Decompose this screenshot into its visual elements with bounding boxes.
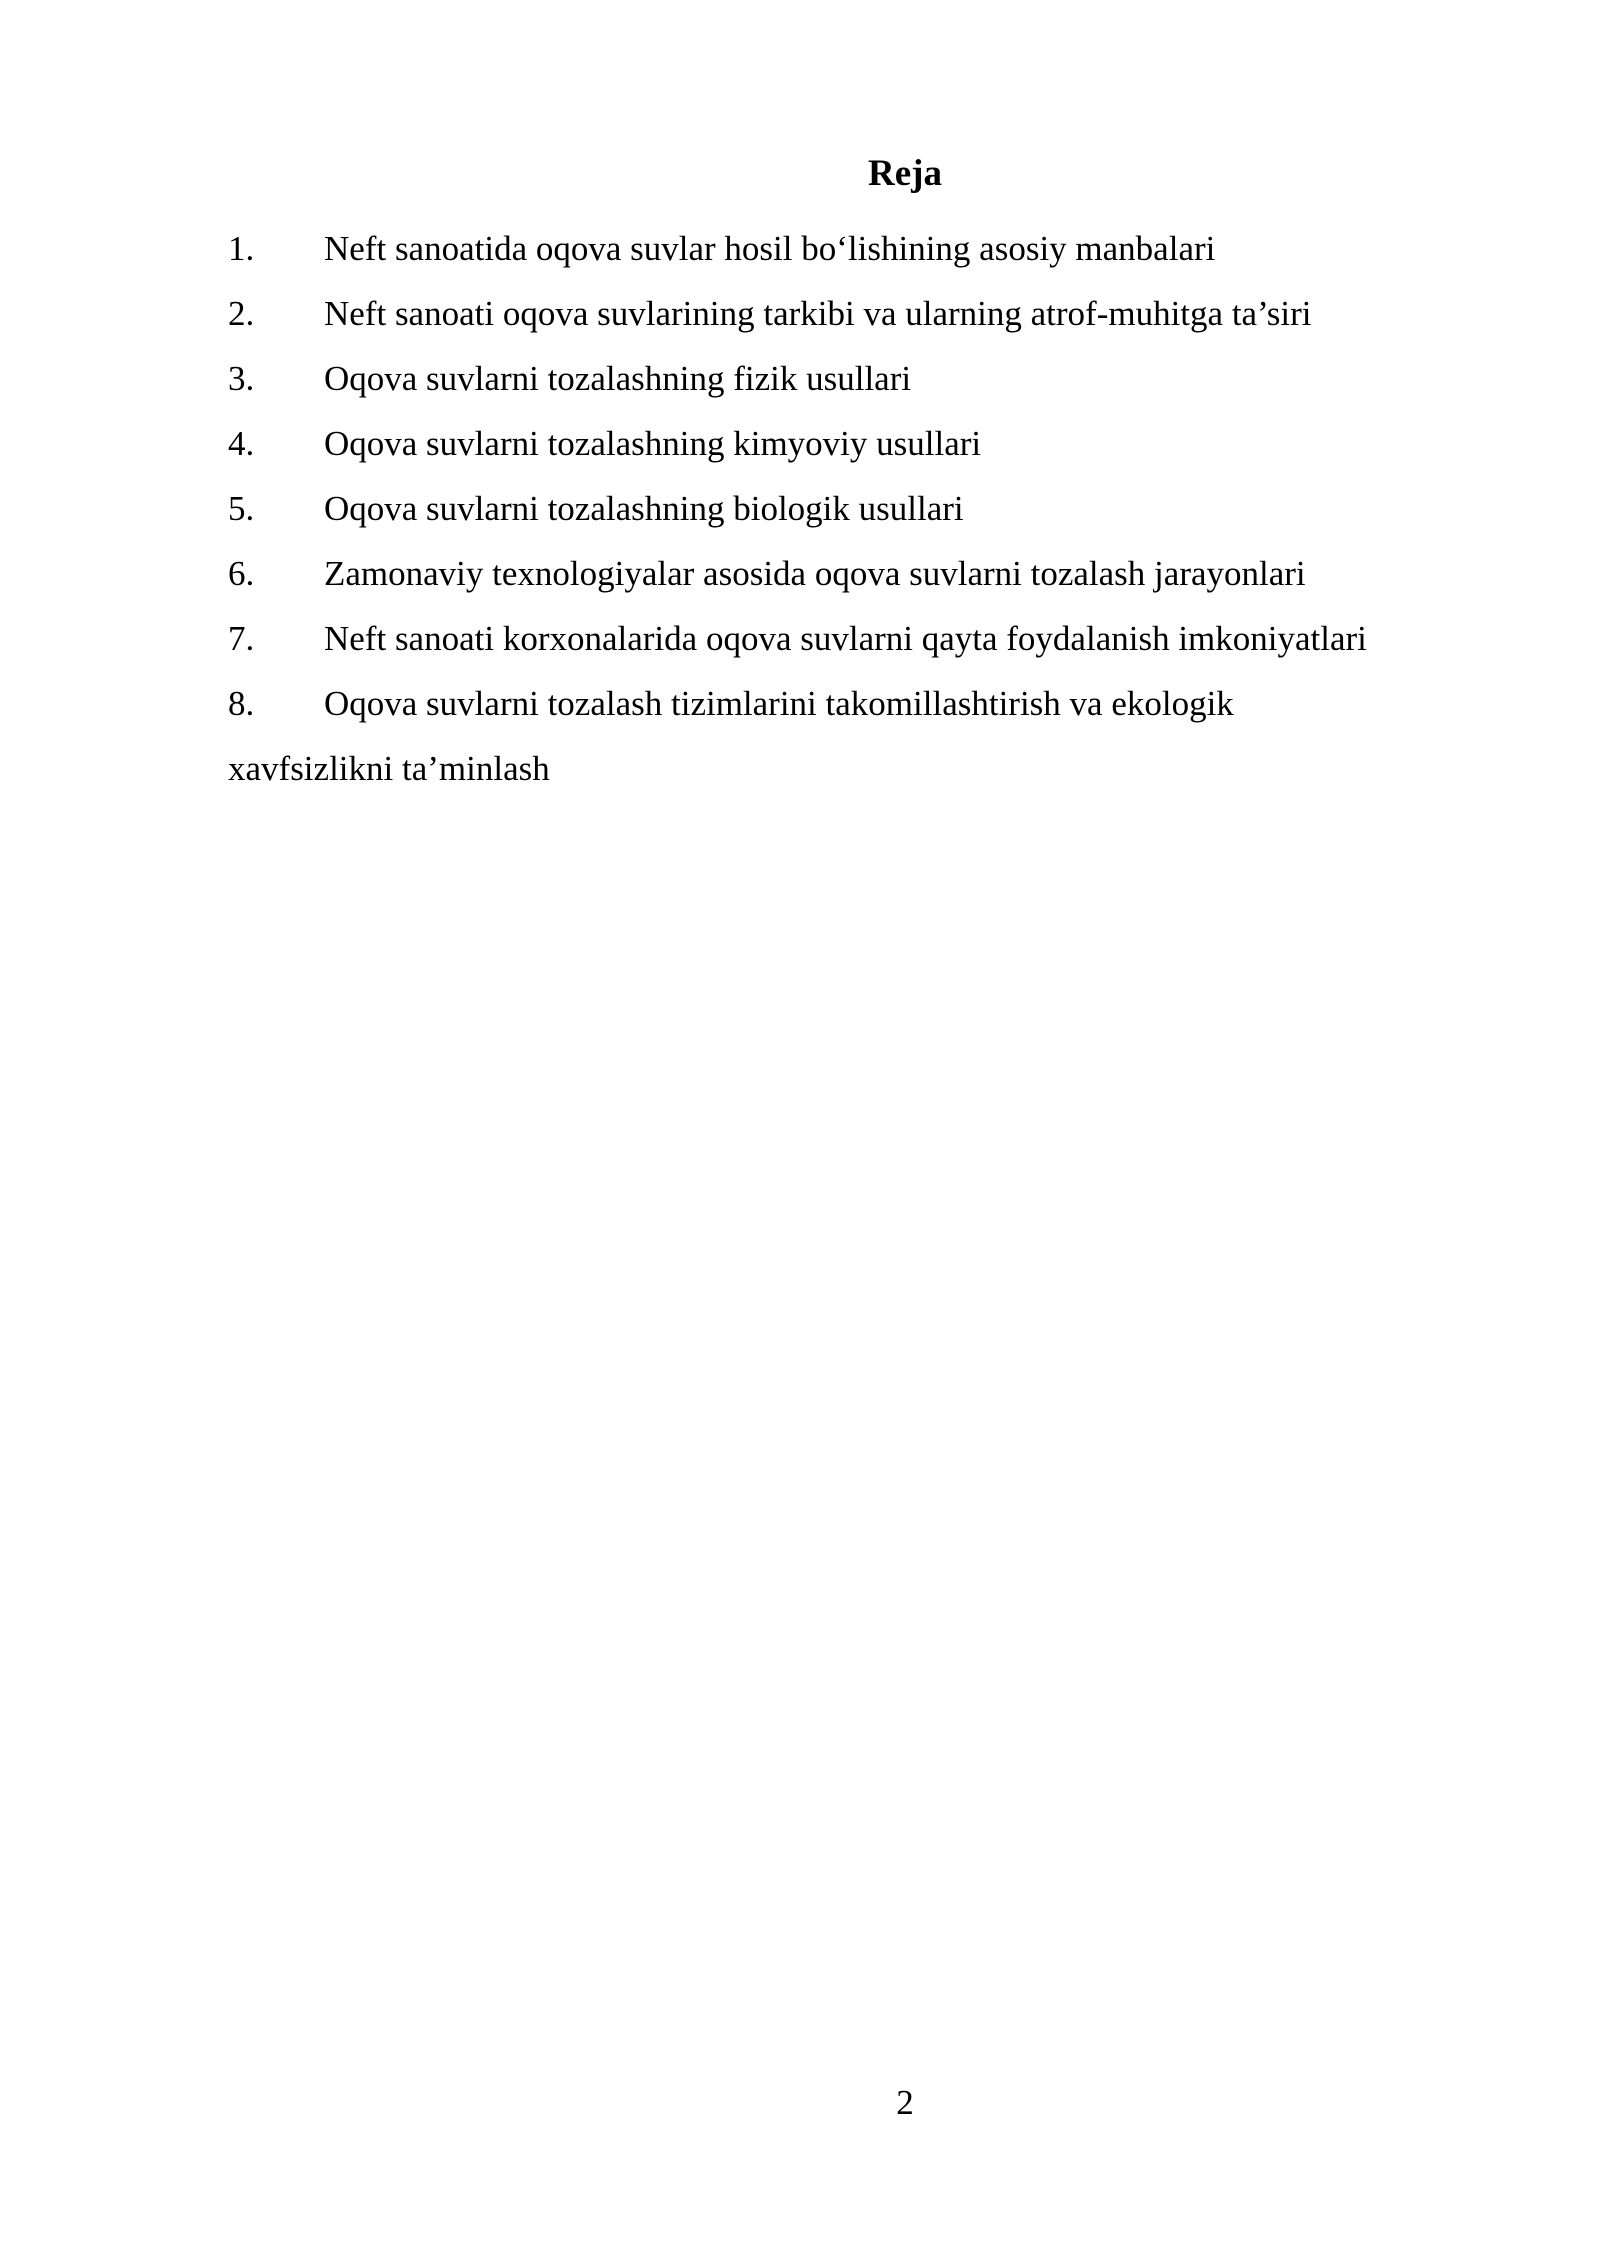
list-item-number: 1.: [228, 229, 255, 268]
list-item-first-line: [228, 671, 1478, 736]
list-item-continuation: xavfsizlikni ta’minlash: [228, 749, 550, 788]
list-item-text: Oqova suvlarni tozalashning kimyoviy usullari: [324, 424, 982, 463]
list-item-number: 8.: [228, 684, 255, 723]
list-item-text: Oqova suvlarni tozalashning biologik usullari: [324, 489, 964, 528]
list-item-text: Zamonaviy texnologiyalar asosida oqova suvlarni tozalash jarayonlari: [324, 554, 1306, 593]
list-item-number: 7.: [228, 619, 255, 658]
list-item-number: 2.: [228, 294, 255, 333]
list-item: [228, 476, 1478, 541]
list-item: [228, 346, 1478, 411]
list-item: [228, 671, 1478, 801]
page-number: 2: [896, 2083, 914, 2122]
plan-list: [228, 216, 1478, 801]
list-item: [228, 216, 1478, 281]
page-title: Reja: [868, 153, 942, 194]
list-item-text: Neft sanoatida oqova suvlar hosil bo‘lishining asosiy manbalari: [324, 229, 1216, 268]
list-item: [228, 411, 1478, 476]
list-item: [228, 606, 1478, 671]
list-item-text: Neft sanoati korxonalarida oqova suvlarni qayta foydalanish imkoniyatlari: [324, 619, 1367, 658]
list-item-number: 6.: [228, 554, 255, 593]
list-item: [228, 541, 1478, 606]
list-item-number: 3.: [228, 359, 255, 398]
list-item: [228, 281, 1478, 346]
list-item-text: Neft sanoati oqova suvlarining tarkibi va ularning atrof-muhitga ta’siri: [324, 294, 1312, 333]
list-item-number: 5.: [228, 489, 255, 528]
list-item-number: 4.: [228, 424, 255, 463]
list-item-text: Oqova suvlarni tozalashning fizik usullari: [324, 359, 912, 398]
list-item-text: Oqova suvlarni tozalash tizimlarini takomillashtirish va ekologik: [324, 684, 1234, 723]
